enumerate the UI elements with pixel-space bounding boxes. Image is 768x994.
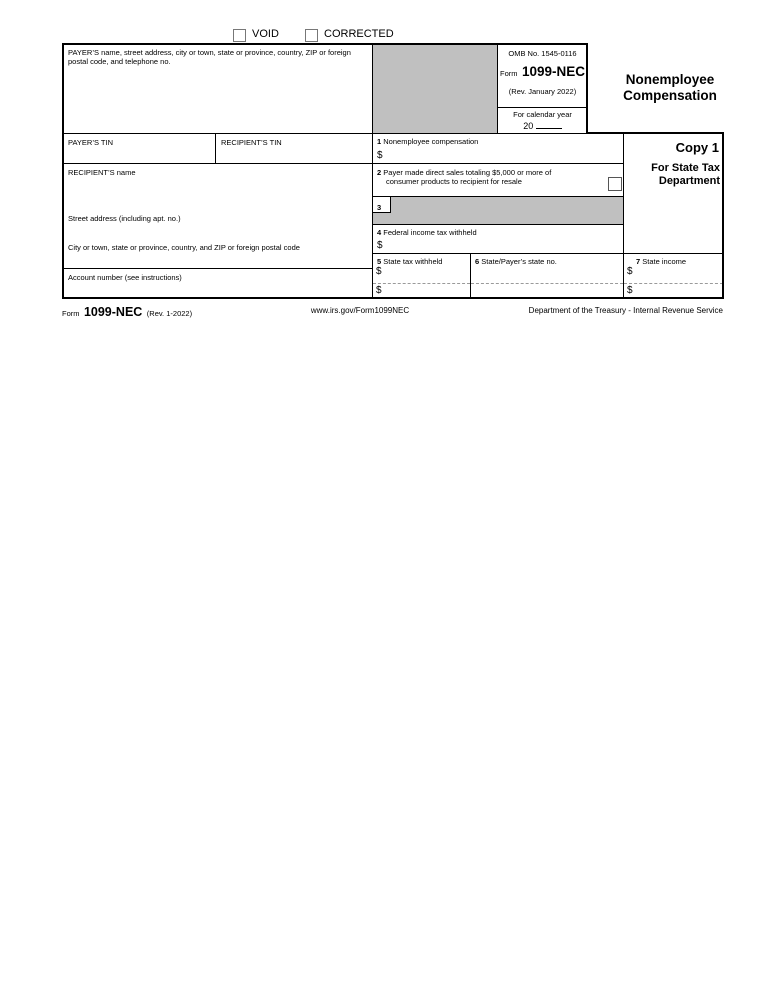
form-revision: (Rev. January 2022): [508, 87, 577, 96]
box6-label: State/Payer’s state no.: [481, 257, 557, 266]
box2-direct-sales: [372, 163, 624, 197]
recipient-tin-box[interactable]: [215, 133, 373, 164]
box3-number: 3: [377, 203, 382, 212]
form-title-line2: Compensation: [623, 88, 717, 103]
box6-label-row: [471, 254, 623, 266]
box3-shaded: [372, 196, 624, 225]
account-number-label: Account number (see instructions): [68, 273, 182, 282]
box7-dollar-sign-1: $: [627, 266, 633, 277]
box1-label: Nonemployee compensation: [383, 137, 479, 146]
box7-dollar-sign-2: $: [627, 285, 633, 296]
box1-nonemployee-compensation[interactable]: [372, 133, 624, 164]
form-number: 1099-NEC: [521, 64, 585, 79]
footer-form-word: Form: [62, 309, 80, 318]
border-top: [62, 43, 588, 45]
box5-state-tax-withheld[interactable]: [372, 253, 471, 299]
copy1-label: Copy 1: [675, 140, 719, 155]
border-right-lower: [722, 133, 724, 299]
calendar-year-prefix: 20: [523, 121, 534, 131]
footer-form-revision: (Rev. 1-2022): [146, 309, 193, 318]
box5-number: 5: [377, 257, 382, 266]
form-word: Form: [500, 69, 518, 78]
box1-label-row: [373, 134, 623, 146]
box7-label: State income: [642, 257, 687, 266]
border-step: [586, 132, 724, 134]
shaded-top-box: [372, 43, 498, 134]
box2-label-line2: consumer products to recipient for resale: [386, 177, 522, 186]
recipient-name-label: RECIPIENT’S name: [68, 168, 136, 177]
border-left: [62, 43, 64, 299]
box3-number-chip: [373, 197, 391, 213]
border-bottom: [62, 297, 724, 299]
corrected-checkbox[interactable]: [305, 29, 318, 42]
box4-federal-income-tax[interactable]: [372, 224, 624, 254]
payer-name-box[interactable]: [62, 43, 373, 134]
form-number-block: [498, 58, 587, 81]
payer-tin-box[interactable]: [62, 133, 216, 164]
omb-number: OMB No. 1545-0116: [508, 49, 577, 58]
payer-tin-label: PAYER’S TIN: [68, 138, 114, 147]
street-address-label: Street address (including apt. no.): [68, 214, 181, 223]
box6-dashed-line: [471, 283, 623, 284]
box2-number: 2: [377, 168, 382, 177]
box2-label-row: [377, 168, 597, 186]
box7-state-income[interactable]: [623, 253, 724, 299]
void-label: VOID: [252, 28, 279, 40]
copy1-for-line2: Department: [658, 175, 720, 187]
box5-dashed-line: [373, 283, 470, 284]
calendar-year-label: For calendar year: [513, 110, 572, 119]
box5-label: State tax withheld: [383, 257, 443, 266]
box2-checkbox[interactable]: [608, 177, 622, 191]
box4-number: 4: [377, 228, 382, 237]
calendar-year-blank[interactable]: [536, 120, 562, 129]
border-right-upper: [586, 43, 588, 134]
box7-dashed-line: [624, 283, 723, 284]
city-label: City or town, state or province, country, and ZIP or foreign postal code: [68, 243, 300, 252]
box7-number: 7: [636, 257, 641, 266]
form-title-line1: Nonemployee: [625, 72, 715, 87]
box5-dollar-sign-1: $: [376, 266, 382, 277]
box5-label-row: [373, 254, 470, 266]
box2-label-line1: Payer made direct sales totaling $5,000 or more of: [383, 168, 552, 177]
box4-label: Federal income tax withheld: [383, 228, 477, 237]
box7-label-row: [624, 254, 723, 266]
account-number-box[interactable]: [62, 268, 373, 299]
recipient-info-box[interactable]: [62, 163, 373, 269]
box6-state-payer-state-no[interactable]: [470, 253, 624, 299]
box4-label-row: [373, 225, 623, 237]
payer-name-label: PAYER’S name, street address, city or town, state or province, country, ZIP or foreign postal code, and telephone no.: [68, 48, 351, 66]
box4-dollar-sign: $: [377, 240, 383, 251]
form-title: [595, 72, 745, 104]
copy1-for-line1: For State Tax: [651, 162, 720, 174]
footer-form-id: [62, 303, 192, 321]
copy1-for-text: [624, 155, 723, 188]
void-checkbox[interactable]: [233, 29, 246, 42]
calendar-year-value: [498, 119, 587, 131]
footer-form-number: 1099-NEC: [83, 305, 143, 319]
footer-agency: Department of the Treasury - Internal Revenue Service: [528, 306, 723, 315]
footer-url[interactable]: www.irs.gov/Form1099NEC: [310, 306, 410, 315]
corrected-label: CORRECTED: [324, 28, 394, 40]
box6-number: 6: [475, 257, 480, 266]
omb-box: [497, 43, 588, 108]
copy1-column: [623, 133, 724, 254]
box1-number: 1: [377, 137, 382, 146]
calendar-year-box: [497, 107, 588, 134]
recipient-tin-label: RECIPIENT’S TIN: [221, 138, 282, 147]
box1-dollar-sign: $: [377, 150, 383, 161]
box5-dollar-sign-2: $: [376, 285, 382, 296]
